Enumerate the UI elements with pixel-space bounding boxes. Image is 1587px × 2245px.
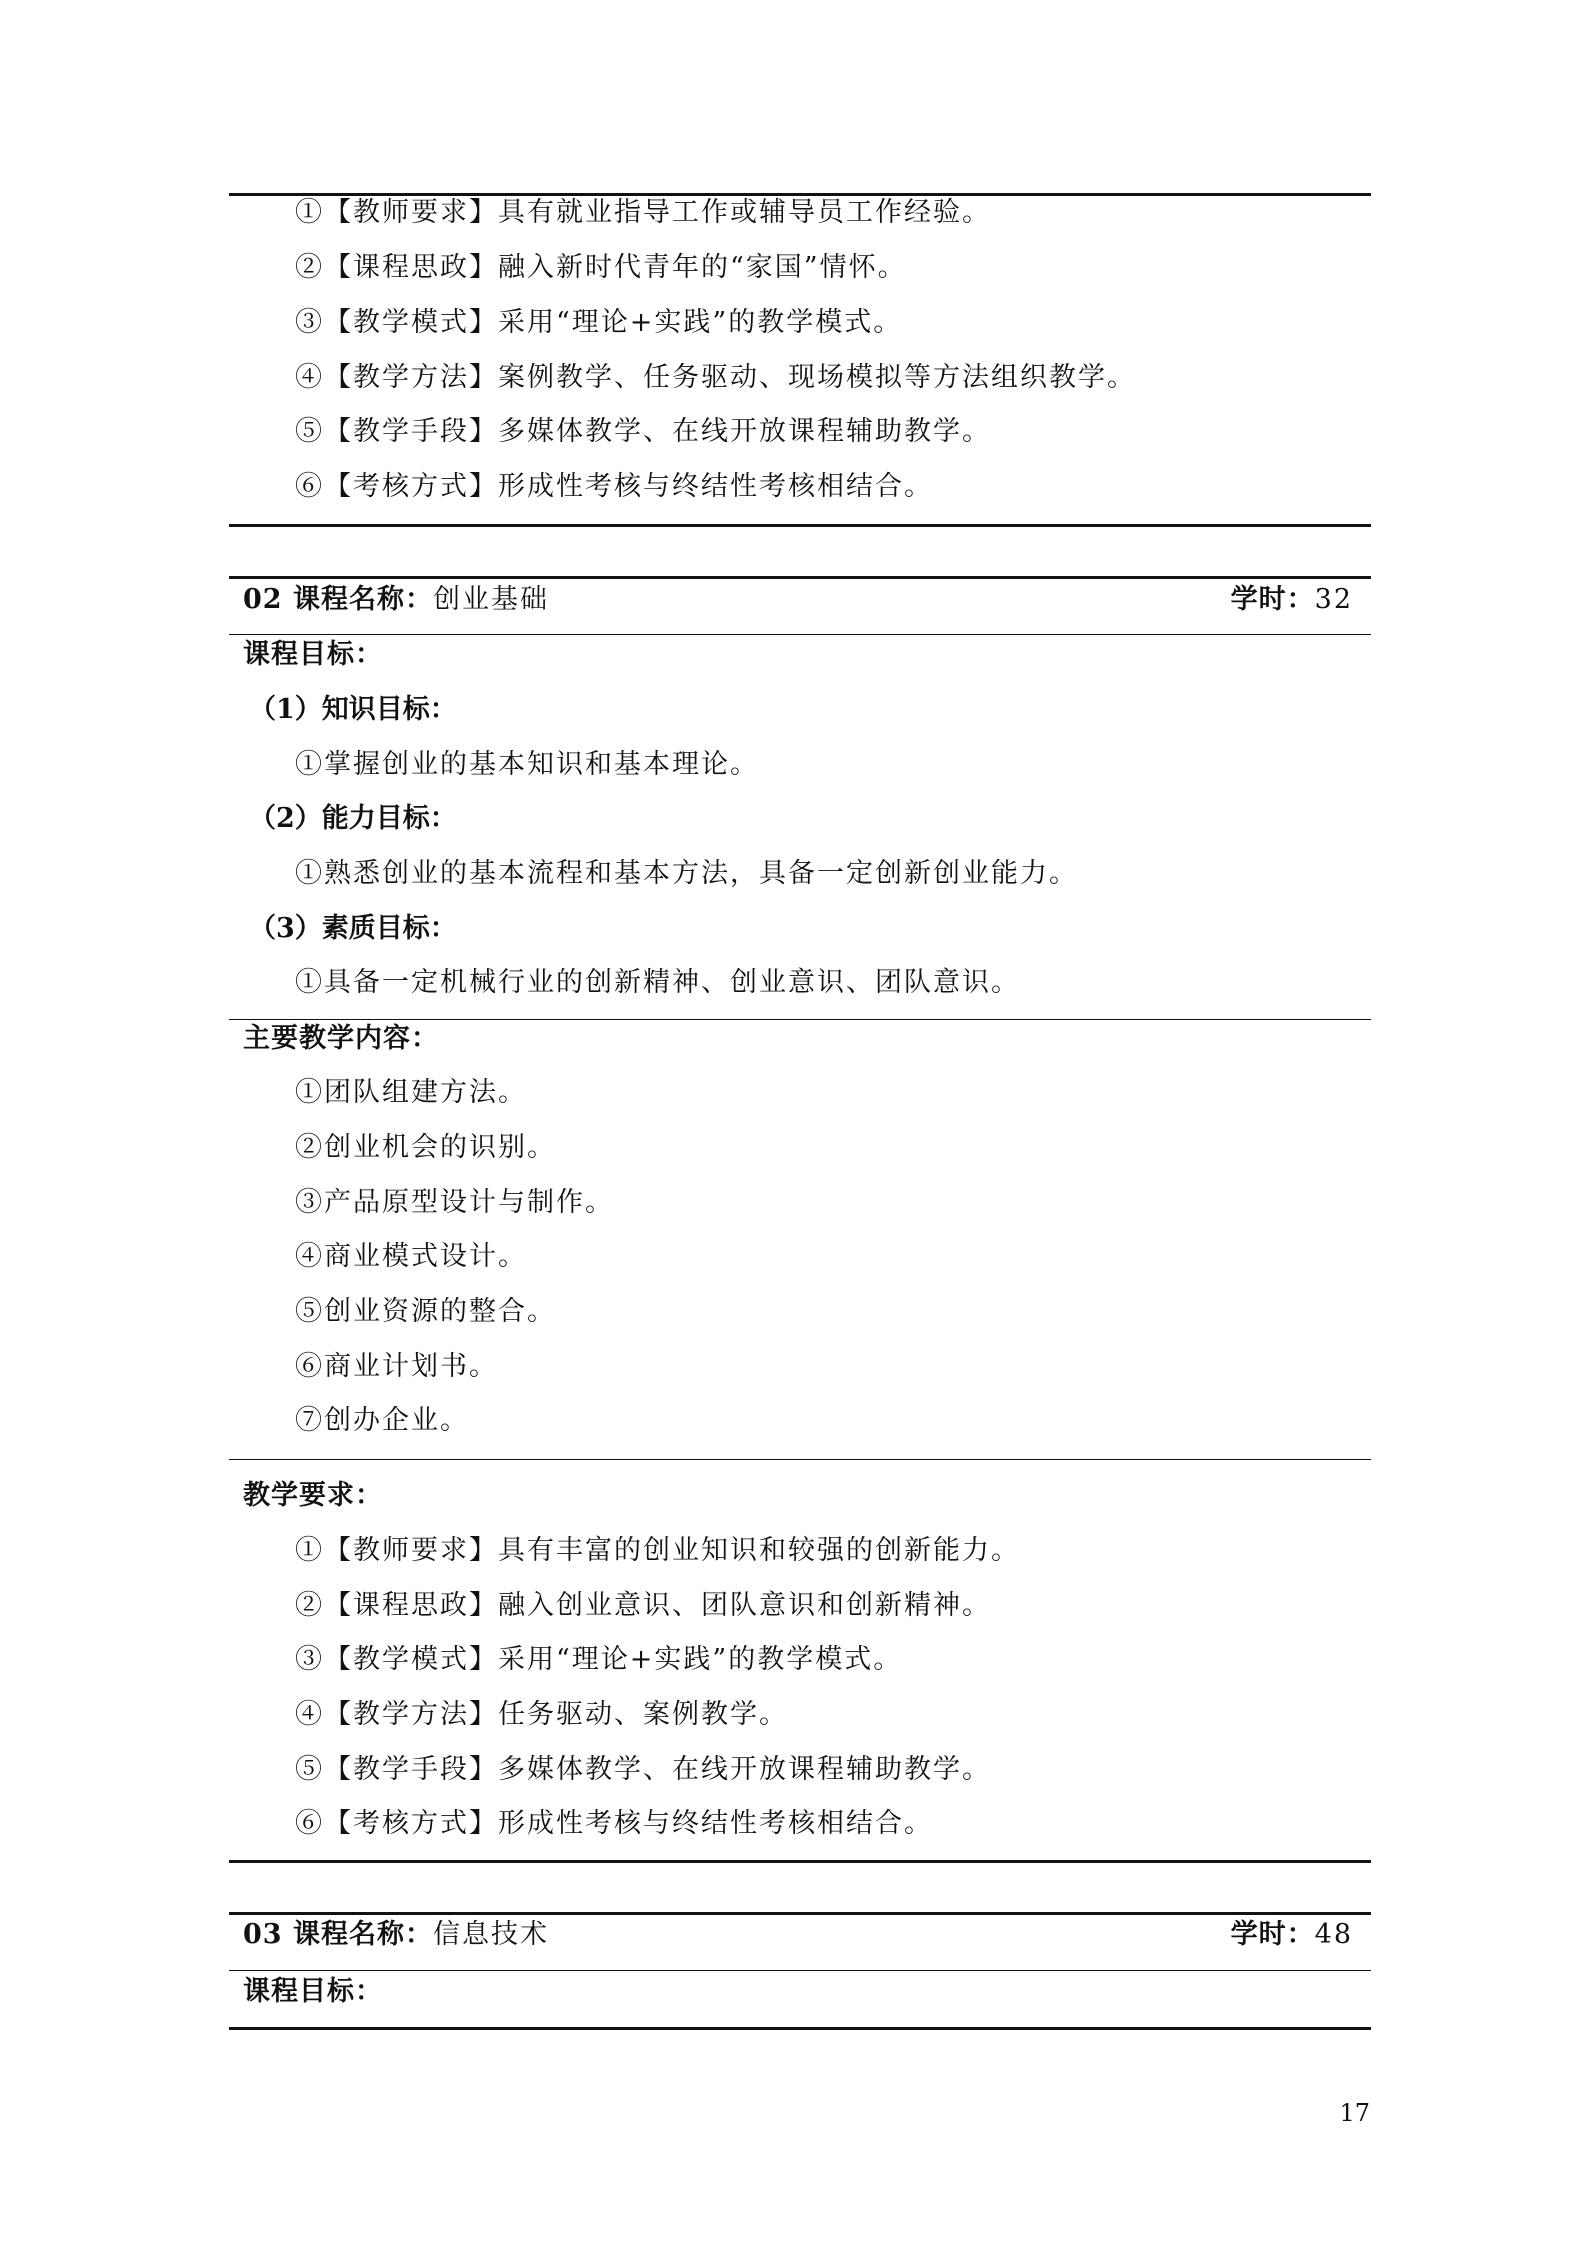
ability-heading: （2）能力目标： xyxy=(249,803,457,834)
course-name-label: 03 课程名称： xyxy=(243,1919,433,1950)
course-name-label: 02 课程名称： xyxy=(243,584,433,615)
list-item: ①掌握创业的基本知识和基本理论。 xyxy=(295,749,759,780)
course-hours xyxy=(1231,1915,1353,1955)
list-item: ④商业模式设计。 xyxy=(295,1241,527,1272)
list-item: ⑥【考核方式】形成性考核与终结性考核相结合。 xyxy=(295,471,933,502)
table-divider xyxy=(229,1970,1371,1971)
list-item: ②【课程思政】融入新时代青年的“家国”情怀。 xyxy=(295,252,907,283)
course-name-row xyxy=(243,1915,549,1955)
table-bottom-border xyxy=(229,2027,1371,2030)
list-item: ③【教学模式】采用“理论+实践”的教学模式。 xyxy=(295,1644,903,1675)
list-item: ⑦创办企业。 xyxy=(295,1405,469,1436)
hours-label: 学时： xyxy=(1230,1919,1315,1950)
list-item: ④【教学方法】任务驱动、案例教学。 xyxy=(295,1699,788,1730)
hours-value: 48 xyxy=(1314,1919,1353,1950)
list-item: ⑤创业资源的整合。 xyxy=(295,1296,556,1327)
list-item: ①【教师要求】具有丰富的创业知识和较强的创新能力。 xyxy=(295,1535,1020,1566)
list-item: ③产品原型设计与制作。 xyxy=(295,1187,614,1218)
hours-value: 32 xyxy=(1314,584,1353,615)
knowledge-heading: （1）知识目标： xyxy=(249,694,457,725)
course-name-row xyxy=(243,580,549,620)
content-heading: 主要教学内容： xyxy=(243,1023,439,1054)
course-hours xyxy=(1231,580,1353,620)
table-bottom-border xyxy=(229,524,1371,527)
page-number: 17 xyxy=(1339,2099,1370,2127)
table-bottom-border xyxy=(229,1860,1371,1863)
list-item: ⑥【考核方式】形成性考核与终结性考核相结合。 xyxy=(295,1808,933,1839)
quality-heading: （3）素质目标： xyxy=(249,913,457,944)
list-item: ①【教师要求】具有就业指导工作或辅导员工作经验。 xyxy=(295,197,991,228)
hours-label: 学时： xyxy=(1230,584,1315,615)
list-item: ②创业机会的识别。 xyxy=(295,1132,556,1163)
requirements-heading: 教学要求： xyxy=(243,1480,383,1511)
goals-heading: 课程目标： xyxy=(243,1976,383,2007)
list-item: ①团队组建方法。 xyxy=(295,1077,527,1108)
list-item: ①具备一定机械行业的创新精神、创业意识、团队意识。 xyxy=(295,967,1020,998)
list-item: ③【教学模式】采用“理论+实践”的教学模式。 xyxy=(295,307,903,338)
list-item: ②【课程思政】融入创业意识、团队意识和创新精神。 xyxy=(295,1590,991,1621)
list-item: ⑤【教学手段】多媒体教学、在线开放课程辅助教学。 xyxy=(295,1754,991,1785)
table-divider xyxy=(229,634,1371,635)
table-top-border xyxy=(229,576,1371,579)
list-item: ⑥商业计划书。 xyxy=(295,1351,498,1382)
goals-heading: 课程目标： xyxy=(243,639,383,670)
course-name-value: 信息技术 xyxy=(432,1919,549,1950)
table-divider xyxy=(229,1459,1371,1460)
list-item: ①熟悉创业的基本流程和基本方法，具备一定创新创业能力。 xyxy=(295,858,1078,889)
course-name-value: 创业基础 xyxy=(432,584,549,615)
list-item: ⑤【教学手段】多媒体教学、在线开放课程辅助教学。 xyxy=(295,416,991,447)
list-item: ④【教学方法】案例教学、任务驱动、现场模拟等方法组织教学。 xyxy=(295,362,1136,393)
